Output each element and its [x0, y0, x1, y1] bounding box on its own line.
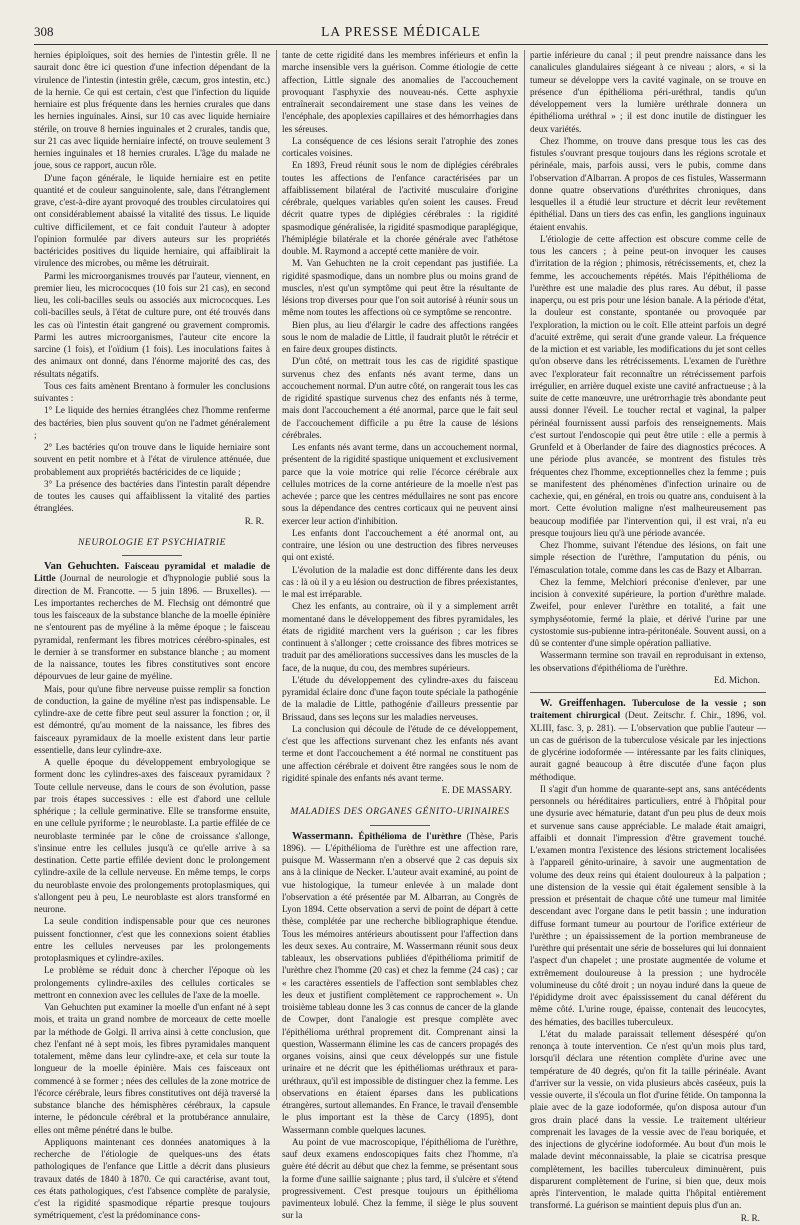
column-2 [282, 50, 518, 1222]
paragraph: hernies épiploïques, soit des hernies de l'intestin grêle. Il ne saurait donc être ici question d'une infection dépendant de la virulence de l'intestin (intestin grêle, cæcum, gros intestin, etc.) de la hernie. Ce qui est certain, c'est que l'infection du liquide herniaire est plus fréquente dans les hernies crurales que dans les hernies inguinales. Ainsi, sur 10 cas avec liquide herniaire stérile, on trouve 8 hernies inguinales et 2 crurales, tandis que, sur 21 cas avec liquide herniaire infecté, on trouve seulement 3 hernies inguinales et 18 hernies crurales. L'âge du malade ne joue, sous ce rapport, aucun rôle. [34, 51, 270, 172]
paragraph: Van Gehuchten put examiner la moelle d'un enfant né à sept mois, et traita un grand nombre de morceaux de cette moelle par la méthode de Golgi. Il arriva ainsi à cette conclusion, que chez l'enfant né à sept mois, les fibres pyramidales manquent totalement, même dans leur cylindre-axe, et cela sur toute la longueur de la moelle épinière. Mais ces faisceaux ont commencé à se former ; nées des cellules de la zone motrice de l'écorce cérébrale, leurs fibres constitutives ont déjà traversé la substance blanche des hémisphères cérébraux, la capsule interne, le pédoncule cérébral et la protubérance annulaire, elles ont même pénétré dans le bulbe. [34, 1003, 270, 1136]
paragraph: Parmi les microorganismes trouvés par l'auteur, viennent, en premier lieu, les micrococques (10 fois sur 21 cas), en second lieu, les coli-bacilles seuls ou associés aux micrococques. Les coli-bacilles seuls, à l'état de culture pure, ont été trouvés dans les cas où l'intestin était gangrené ou gravement compromis. Parmi les autres microorganismes, l'auteur cite encore la sarcine (1 fois), et l'oïdium (1 fois). Les inoculations faites à des animaux ont donné, dans l'énorme majorité des cas, des résultats négatifs. [34, 271, 270, 380]
signature: Ed. Michon. [714, 675, 760, 686]
paragraph: Au point de vue macroscopique, l'épithélioma de l'urèthre, sauf deux examens endoscopiques faits chez l'homme, n'a guère été décrit au début que chez la femme, se présentant sous la forme d'une saillie saignante ; plus tard, il s'ulcère et s'étend progressivement. C'est presque toujours un épithélioma pavimenteux lobulé. Chez la femme, il siège le plus souvent sur la [282, 1137, 518, 1222]
paragraph: 3° La présence des bactéries dans l'intestin paraît dépendre de toutes les causes qui affaiblissent la vitalité des parties étranglées. [34, 479, 270, 515]
column-divider [524, 50, 525, 1100]
header-rule [34, 44, 768, 45]
article-author: Van Gehuchten. [44, 561, 120, 572]
article-title: Tuberculose de la vessie ; son traitement chirurgical [530, 699, 766, 722]
journal-title: LA PRESSE MÉDICALE [321, 24, 481, 39]
signature: R. R. [244, 516, 264, 527]
article-title: Épithélioma de l'urèthre [358, 831, 462, 842]
section-heading: NEUROLOGIE ET PSYCHIATRIE [78, 537, 226, 548]
column-1 [34, 50, 271, 1222]
paragraph: Chez la femme, Melchiori préconise d'enlever, par une incision à convexité supérieure, la portion d'urèthre malade. Zweifel, pour enlever l'urèthre en totalité, a fait une symphyséotomie, fermé la plaie, et dérivé l'urine par une cystostomie sus-pubienne intra-péritonéale. Souvent aussi, on a dû se contenter d'une simple opération palliative. [530, 577, 766, 649]
article-reference: (Journal de neurologie et d'hypnologie publié sous la direction de M. Francotte. — 5 juin 1896. — Bruxelles). [34, 574, 270, 597]
article-title: Faisceau pyramidal et maladie de Little [34, 562, 271, 585]
article-text: — L'épithélioma de l'urèthre est une affection rare, puisque M. Wassermann n'en a observé que 2 cas depuis six ans à la clinique de Necker. L'auteur avait examiné, au point de vue histologique, la tumeur enlevée à un malade dont l'observation a été présentée par M. Albarran, au Congrès de Lyon 1894. Cette observation a servi de point de départ à cette thèse, complétée par une recherche bibliographique étendue. Tous les mémoires antérieurs aboutissent pour l'affection dans les deux sexes. Au contraire, M. Wassermann réunit sous deux tableaux, les observations publiées d'épithélioma primitif de l'urèthre chez l'homme (20 cas) et chez la femme (24 cas) ; car « les caractères essentiels de l'affection sont semblables chez les deux et justifient complètement ce rapprochement ». Un troisième tableau donne les 3 cas connus de cancer de la glande de Cowper, dont l'analogie est presque complète avec l'épithélioma uréthral proprement dit. Comprenant ainsi la question, Wassermann élimine les cas de cancers propagés des organes voisins, ainsi que ceux développés sur une fistule urinaire et ne décrit que les épithéliomas uréthraux et para-uréthraux, qu'il est impossible de distinguer chez la femme. Les observations en étaient éparses dans les publications étrangères, surtout allemandes. En France, le travail d'ensemble le plus important est la thèse de Carcy (1895), dont Wassermann comble quelques lacunes. [282, 843, 518, 1136]
paragraph: Chez les enfants, au contraire, où il y a simplement arrêt momentané dans le développement des fibres pyramidales, les états de rigidité marchent vers la guérison ; car les fibres continuent à s'allonger ; cette croissance des fibres motrices se traduit par des améliorations successives dans les muscles de la face, de la nuque, du cou, des membres supérieurs. [282, 602, 518, 674]
paragraph: Chez l'homme, on trouve dans presque tous les cas des fistules s'ouvrant presque toujours dans les régions scrotale et périnéale, mais, parfois aussi, vers le pubis, comme dans l'observation d'Albarran. A propos de ces fistules, Wassermann donne quatre observations d'uréthrites chroniques, dans lesquelles il a étudié leur structure et décrit leur revêtement épithélial. Dans un tiers des cas enfin, les ganglions inguinaux étaient envahis. [530, 136, 766, 233]
paragraph: Il s'agit d'un homme de quarante-sept ans, sans antécédents personnels ou héréditaires particuliers, entré à l'hôpital pour une dysurie avec hématurie, datant d'un peu plus de deux mois et survenue sans cause appréciable. Le malade était amaigri, affaibli et donnait l'impression d'être gravement touché. L'examen montra l'existence des lésions strictement localisées à l'appareil génito-urinaire, à savoir une augmentation de volume des deux reins qui étaient douloureux à la palpation ; une distension de la vessie qui était également sensible à la pression et présentait de chaque côté une tumeur mal limitée descendant avec l'organe dans le petit bassin ; une induration diffuse formant tumeur au pourtour de l'orifice extérieur de l'urèthre ; un épaississement de la portion membraneuse de l'urèthre qui présentait une série de bosselures qui lui donnaient l'aspect d'un chapelet ; une prostate augmentée de volume et extrêmement douloureuse à la pression ; une hydrocèle volumineuse du côté droit ; un noyau induré dans la queue de l'épididyme droit avec épaississement du canal déférent du même côté. L'urine rouge, épaisse, contenait des leucocytes, des hématies, des bacilles tuberculeux. [530, 784, 766, 1028]
paragraph: Les enfants nés avant terme, dans un accouchement normal, présentent de la rigidité spastique uniquement et exclusivement parce que la voie motrice qui relie l'écorce cérébrale aux cellules motrices de la corne antérieure de la moelle n'est pas achevée ; parce que les centres médullaires ne sont pas encore sous la dépendance des centres corticaux qui ne peuvent ainsi exercer leur action d'inhibition. [282, 443, 518, 527]
paragraph: partie inférieure du canal ; il peut prendre naissance dans les canalicules glandulaires siégeant à ce niveau ; alors, « si la tumeur se développe vers la cavité vaginale, on se trouve en présence d'un épithélioma péri-uréthral, tandis qu'un développement vers la lumière uréthrale donnera un épithélioma uréthral » ; il est donc inutile de distinguer les deux variétés. [530, 51, 766, 135]
article-reference: (Thèse, Paris 1896). [282, 831, 518, 854]
paragraph: L'étude du développement des cylindre-axes du faisceau pyramidal éclaire donc d'une façon toute spéciale la pathogénie de la maladie de Little, pathogénie d'ailleurs pressentie par Brissaud, dans ses leçons sur les maladies nerveuses. [282, 675, 518, 723]
page-header [34, 24, 768, 42]
paragraph: tante de cette rigidité dans les membres inférieurs et enfin la marche insensible vers la guérison. Comme étiologie de cette affection, Little signale des anomalies de l'accouchement provoquant l'asphyxie des nouveau-nés. Cette asphyxie entraînerait secondairement une stase dans les veines de l'encéphale, des apoplexies capillaires et des hémorrhagies dans les séreuses. [282, 51, 518, 135]
article-rule [530, 692, 766, 693]
paragraph: La seule condition indispensable pour que ces neurones puissent fonctionner, c'est que les connexions soient établies entre les cellules nerveuses par les prolongements protoplasmiques et cylindre-axiles. [34, 917, 270, 964]
column-3 [530, 50, 766, 1224]
paragraph: Tous ces faits amènent Brentano à formuler les conclusions suivantes : [34, 381, 270, 404]
paragraph: M. Van Gehuchten ne la croit cependant pas justifiée. La rigidité spasmodique, dans un nombre plus ou moins grand de muscles, n'est qu'un symptôme qui peut être la résultante de lésions trop diverses pour que l'on soit autorisé à réunir sous un même nom toutes les affections où ce symptôme se rencontre. [282, 259, 518, 319]
paragraph: Bien plus, au lieu d'élargir le cadre des affections rangées sous le nom de maladie de Little, il faudrait plutôt le rétrécir et en faire deux groupes distincts. [282, 320, 518, 355]
signature: E. DE MASSARY. [441, 786, 512, 796]
paragraph: Chez l'homme, suivant l'étendue des lésions, on fait une simple résection de l'urèthre, l'amputation du pénis, ou l'émasculation totale, comme dans les cas de Bazy et Albarran. [530, 541, 766, 576]
paragraph: Les enfants dont l'accouchement a été anormal ont, au contraire, une lésion ou une destruction des fibres nerveuses qui ont existé. [282, 528, 518, 564]
paragraph: Le problème se réduit donc à chercher l'époque où les prolongements cylindre-axiles des cellules corticales se mettront en connexion avec les cellules de l'axe de la moelle. [34, 966, 270, 1001]
paragraph: Wassermann termine son travail en reproduisant in extenso, les observations d'épithélioma de l'urèthre. [530, 651, 766, 674]
article-author: Wassermann. [292, 830, 353, 842]
column-divider [276, 50, 277, 1100]
paragraph: 1° Le liquide des hernies étranglées chez l'homme renferme des bactéries, bien plus souvent qu'on ne l'admet généralement ; [34, 406, 270, 441]
section-rule [122, 555, 182, 556]
section-rule [370, 825, 430, 826]
article-text: — Les importantes recherches de M. Flechsig ont démontré que tous les faisceaux de la substance blanche de la moelle épinière ne s'entourent pas de myéline à la même époque ; le faisceau pyramidal, renfermant les fibres motrices cérébro-spinales, est le dernier à se transformer en substance blanche ; au moment de la naissance, toutes les fibres constitutives sont encore dépourvues de leur gaine de myéline. [34, 586, 271, 683]
paragraph: D'une façon générale, le liquide herniaire est en petite quantité et de couleur sanguinolente, sale, dans l'étranglement grave, c'est-à-dire ayant provoqué des troubles circulatoires qui ont considérablement abaissé la vitalité des tissus. Le liquide cultive difficilement, et ce fait conduit l'auteur à adopter l'opinion formulée par divers auteurs sur les propriétés bactéricides positives du liquide herniaire, qui affaiblirait la virulence des microbes, ou même les détruirait. [34, 173, 270, 270]
paragraph: L'étiologie de cette affection est obscure comme celle de tous les cancers ; à peine peut-on invoquer les causes d'irritation de la région ; phimosis, rétrécissements, et, chez la femme, les accouchements répétés. Mais l'épithélioma de l'urèthre est une maladie des plus rares. Au début, il passe inaperçu, ou est pris pour une lésion banale. A la période d'état, la douleur est constante, spontanée ou provoquée par l'exploration, la miction ou le coït. Elle atteint parfois un degré d'acuité extrême, qui serait d'une grande valeur. La fréquence de la miction et est variable, les modifications du jet sont celles qu'on observe dans les rétrécissements. L'examen de l'urèthre avec l'explorateur fait reconnaître un rétrécissement parfois irrégulier, en arrière duquel existe une cavité anfractueuse ; à la suite de cette manœuvre, une urétrorrhagie très abondante peut aussi donner l'éveil. Le toucher rectal et vaginal, la palper périnéal fournissent aussi parfois des renseignements. Mais c'est surtout l'endoscopie qui peut être utile : elle a permis à Grunfeld et à Oberlander de faire des diagnostics précoces. A une période plus avancée, se montrent des fistules très fréquentes chez l'homme, exceptionnelles chez la femme ; puis se manifestent des phénomènes d'infection urinaire ou de cachexie, qui, en général, en trois ou quatre ans, conduisent à la mort. Cette évolution maligne n'est malheureusement pas beaucoup modifiée par l'intervention qui, il est vrai, n'a eu presque toujours lieu qu'à une période avancée. [530, 234, 766, 539]
paragraph: D'un côté, on mettrait tous les cas de rigidité spastique survenus chez des enfants nés avant terme, dans un accouchement normal. D'un autre côté, on rangerait tous les cas de rigidité spastique survenus chez des enfants nés à terme, mais dont l'accouchement a été anormal, parce que le fait seul de l'accouchement difficile a pu être la cause de lésions cérébrales. [282, 357, 518, 441]
article-entry [282, 831, 518, 1137]
signature: R. R. [740, 1213, 760, 1224]
article-reference: (Deut. Zeitschr. f. Chir., 1896, vol. XLIII, fasc. 3, p. 281). [530, 711, 766, 734]
article-entry [530, 698, 766, 784]
article-text: — L'observation que publie l'auteur — un cas de guérison de la tuberculose vésicale par les injections de glycérine iodoformée — intéressante par les faits cliniques, aurait gagné beaucoup à être discutée d'une façon plus méthodique. [530, 723, 766, 783]
paragraph: A quelle époque du développement embryologique se forment donc les cylindres-axes des faisceaux pyramidaux ? Toute cellule nerveuse, dans le cours de son évolution, passe par trois étapes successives : elle est d'abord une cellule sphérique ; la cellule germinative. Elle se transforme ensuite, en une cellule pyriforme ; le neuroblaste. La partie effilée de ce neuroblaste terminée par le cône de croissance s'allonge, s'insinue entre les cellules jusqu'à ce qu'elle arrive à sa destination. Cette partie effilée devient donc le prolongement cylindre-axile de la cellule nerveuse. En même temps, le corps du neuroblaste envoie des prolongements protoplasmiques, qui s'allongent peu à peu, Le neuroblaste est alors transformé en neurone. [34, 758, 270, 915]
page-number: 308 [34, 24, 54, 39]
article-author: W. Greiffenhagen. [540, 698, 626, 709]
paragraph: Mais, pour qu'une fibre nerveuse puisse remplir sa fonction de conduction, la gaine de myéline n'est pas indispensable. Le cylindre-axe de cette fibre peut seul assurer la fonction ; or, il est démontré, qu'au moment de la naissance, les fibres des faisceaux pyramidaux de la moelle existent dans leur partie essentielle, dans leur cylindre-axe. [34, 684, 270, 756]
article-entry [34, 561, 270, 684]
paragraph: 2° Les bactéries qu'on trouve dans le liquide herniaire sont souvent en petit nombre et à l'état de virulence atténuée, due probablement aux propriétés bactéricides de ce liquide ; [34, 443, 270, 478]
paragraph: L'évolution de la maladie est donc différente dans les deux cas : là où il y a eu lésion ou destruction de fibres préexistantes, le mal est irréparable. [282, 565, 518, 600]
paragraph: La conséquence de ces lésions serait l'atrophie des zones corticales voisines. [282, 136, 518, 159]
paragraph: La conclusion qui découle de l'étude de ce développement, c'est que les affections survenant chez les enfants nés avant terme et dont l'accouchement a été normal ne constituent pas une affection cérébrale et doivent être rangées sous le nom de rigidité spinale des enfants nés avant terme. [282, 724, 518, 784]
paragraph: Appliquons maintenant ces données anatomiques à la recherche de l'étiologie de quelques-uns des états pathologiques de l'enfance que Little a décrit dans plusieurs travaux datés de 1840 à 1870. Ce qui caractérise, avant tout, ces états pathologiques, c'est l'absence complète de paralysie, c'est la rigidité spasmodique répartie presque toujours symétriquement, c'est la prédominance cons- [34, 1137, 270, 1222]
paragraph: L'état du malade paraissait tellement désespéré qu'on renonça à toute intervention. Ce n'est qu'un mois plus tard, lorsqu'il déclara une rétention complète d'urine avec une température de 40 degrés, qu'on fit la taille périnéale. Avant d'arriver sur la vessie, on vida plusieurs abcès caséeux, puis la vessie ouverte, il s'écoula un flot d'urine fétide. On tamponna la plaie avec de la gaze iodoformée, qu'on disposa autour d'un gros drain placé dans la vessie. Le traitement ultérieur comprenait les lavages de la vessie avec de l'eau boriquée, et des injections de glycérine iodoformée. Au bout d'un mois le malade devint méconnaissable, la plaie se cicatrisa presque complètement, les bacilles tuberculeux diminuèrent, puis disparurent complètement de l'urine, si bien que, deux mois après l'intervention, le malade quitta l'hôpital entièrement transformé. La guérison se maintient depuis plus d'un an. [530, 1029, 766, 1212]
paragraph: En 1893, Freud réunit sous le nom de diplégies cérébrales toutes les affections de l'enfance caractérisées par un affaiblissement bilatéral de l'activité musculaire d'origine cérébrale, quelques variables qu'en soient les causes. Freud décrit quatre types de diplégies cérébrales : la rigidité spasmodique généralisée, la rigidité spasmodique paraplégique, l'hémiplégie bilatérale et la chorée générale avec l'athétose double. M. Raymond a accepté cette manière de voir. [282, 161, 518, 257]
section-heading: MALADIES DES ORGANES GÉNITO-URINAIRES [290, 807, 510, 818]
